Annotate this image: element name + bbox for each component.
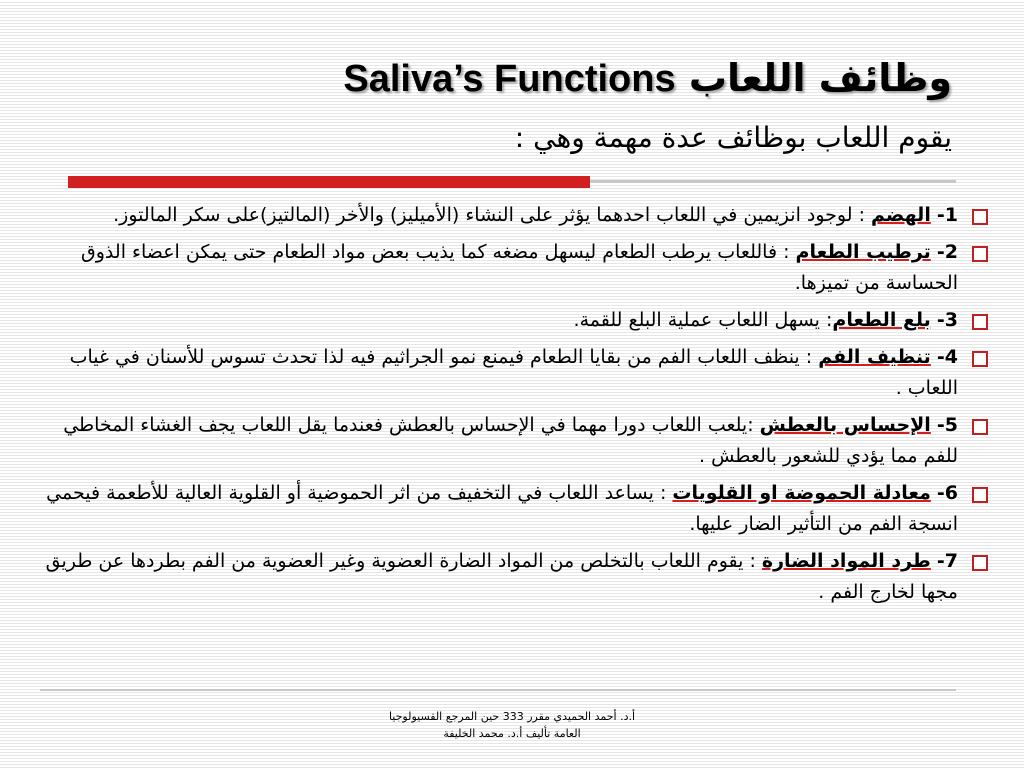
item-separator: : (819, 309, 833, 331)
item-number: 2- (936, 241, 958, 263)
square-bullet-icon (972, 555, 988, 571)
list-item-harmful-removal (40, 546, 988, 608)
slide-subtitle: يقوم اللعاب بوظائف عدة مهمة وهي : (514, 121, 952, 154)
item-body: فاللعاب يرطب الطعام ليسهل مضغه كما يذيب بعض مواد الطعام حتى يمكن اعضاء الذوق الحساسة من تميزها. (81, 241, 958, 294)
slide-title (343, 52, 952, 105)
footer-line-2: العامة تأليف أ.د. محمد الخليفة (443, 727, 581, 740)
list-item-text (40, 342, 958, 404)
item-body: ينظف اللعاب الفم من بقايا الطعام فيمنع نمو الجراثيم فيه لذا تحدث تسوس للأسنان في غياب اللعاب . (69, 346, 958, 399)
item-body: يساعد اللعاب في التخفيف من اثر الحموضية أو القلوية العالية للأطعمة فيحمي انسجة الفم من التأثير الضار عليها. (46, 482, 958, 535)
item-body: يسهل اللعاب عملية البلع للقمة. (573, 309, 820, 331)
list-item-acid-neutralizing (40, 478, 988, 540)
square-bullet-icon (972, 314, 988, 330)
square-bullet-icon (972, 487, 988, 503)
item-number: 4- (936, 346, 958, 368)
functions-list (40, 200, 988, 614)
list-item-text (40, 305, 958, 336)
item-separator: : (799, 346, 819, 368)
list-item-text (40, 410, 958, 472)
list-item-text (40, 200, 958, 231)
square-bullet-icon (972, 209, 988, 225)
item-separator: : (777, 241, 796, 263)
item-heading: بلع الطعام (832, 309, 931, 331)
footer-line-1: أ.د. أحمد الحميدي مقرر 333 حين المرجع القسيولوجيا (388, 710, 636, 723)
item-number: 7- (936, 550, 958, 572)
square-bullet-icon (972, 246, 988, 262)
item-number: 1- (936, 204, 958, 226)
list-item-text (40, 237, 958, 299)
item-number: 3- (936, 309, 958, 331)
item-heading: الإحساس بالعطش (759, 414, 931, 436)
list-item-thirst (40, 410, 988, 472)
item-separator: : (852, 204, 872, 226)
title-divider-line (590, 180, 956, 183)
list-item-swallowing (40, 305, 988, 336)
slide-title-english: Saliva’s Functions (343, 58, 676, 100)
item-heading: ترطيب الطعام (795, 241, 931, 263)
list-item-digestion (40, 200, 988, 231)
list-item-text (40, 478, 958, 540)
item-number: 6- (936, 482, 958, 504)
list-item-mouth-cleaning (40, 342, 988, 404)
item-heading: معادلة الحموضة او القلويات (672, 482, 931, 504)
item-separator: : (653, 482, 673, 504)
list-item-text (40, 546, 958, 608)
item-body: يقوم اللعاب بالتخلص من المواد الضارة العضوية وغير العضوية من الفم بطردها عن طريق مجها لخارج الفم . (45, 550, 958, 603)
item-heading: الهضم (871, 204, 931, 226)
square-bullet-icon (972, 351, 988, 367)
item-body: لوجود انزيمين في اللعاب احدهما يؤثر على النشاء (الأميليز) والأخر (المالتيز)على سكر المالتوز. (113, 204, 853, 226)
item-separator: : (743, 550, 762, 572)
slide-title-arabic: وظائف اللعاب (688, 56, 952, 100)
title-accent-bar (68, 176, 590, 188)
item-heading: تنظيف الفم (818, 346, 931, 368)
item-number: 5- (936, 414, 958, 436)
square-bullet-icon (972, 419, 988, 435)
slide-footer (332, 708, 692, 742)
list-item-moistening (40, 237, 988, 299)
item-heading: طرد المواد الضارة (761, 550, 931, 572)
item-separator: : (747, 414, 760, 436)
footer-divider-line (40, 689, 956, 691)
item-body: يلعب اللعاب دورا مهما في الإحساس بالعطش فعندما يقل اللعاب يجف الغشاء المخاطي للفم مما يؤدي للشعور بالعطش . (63, 414, 958, 467)
